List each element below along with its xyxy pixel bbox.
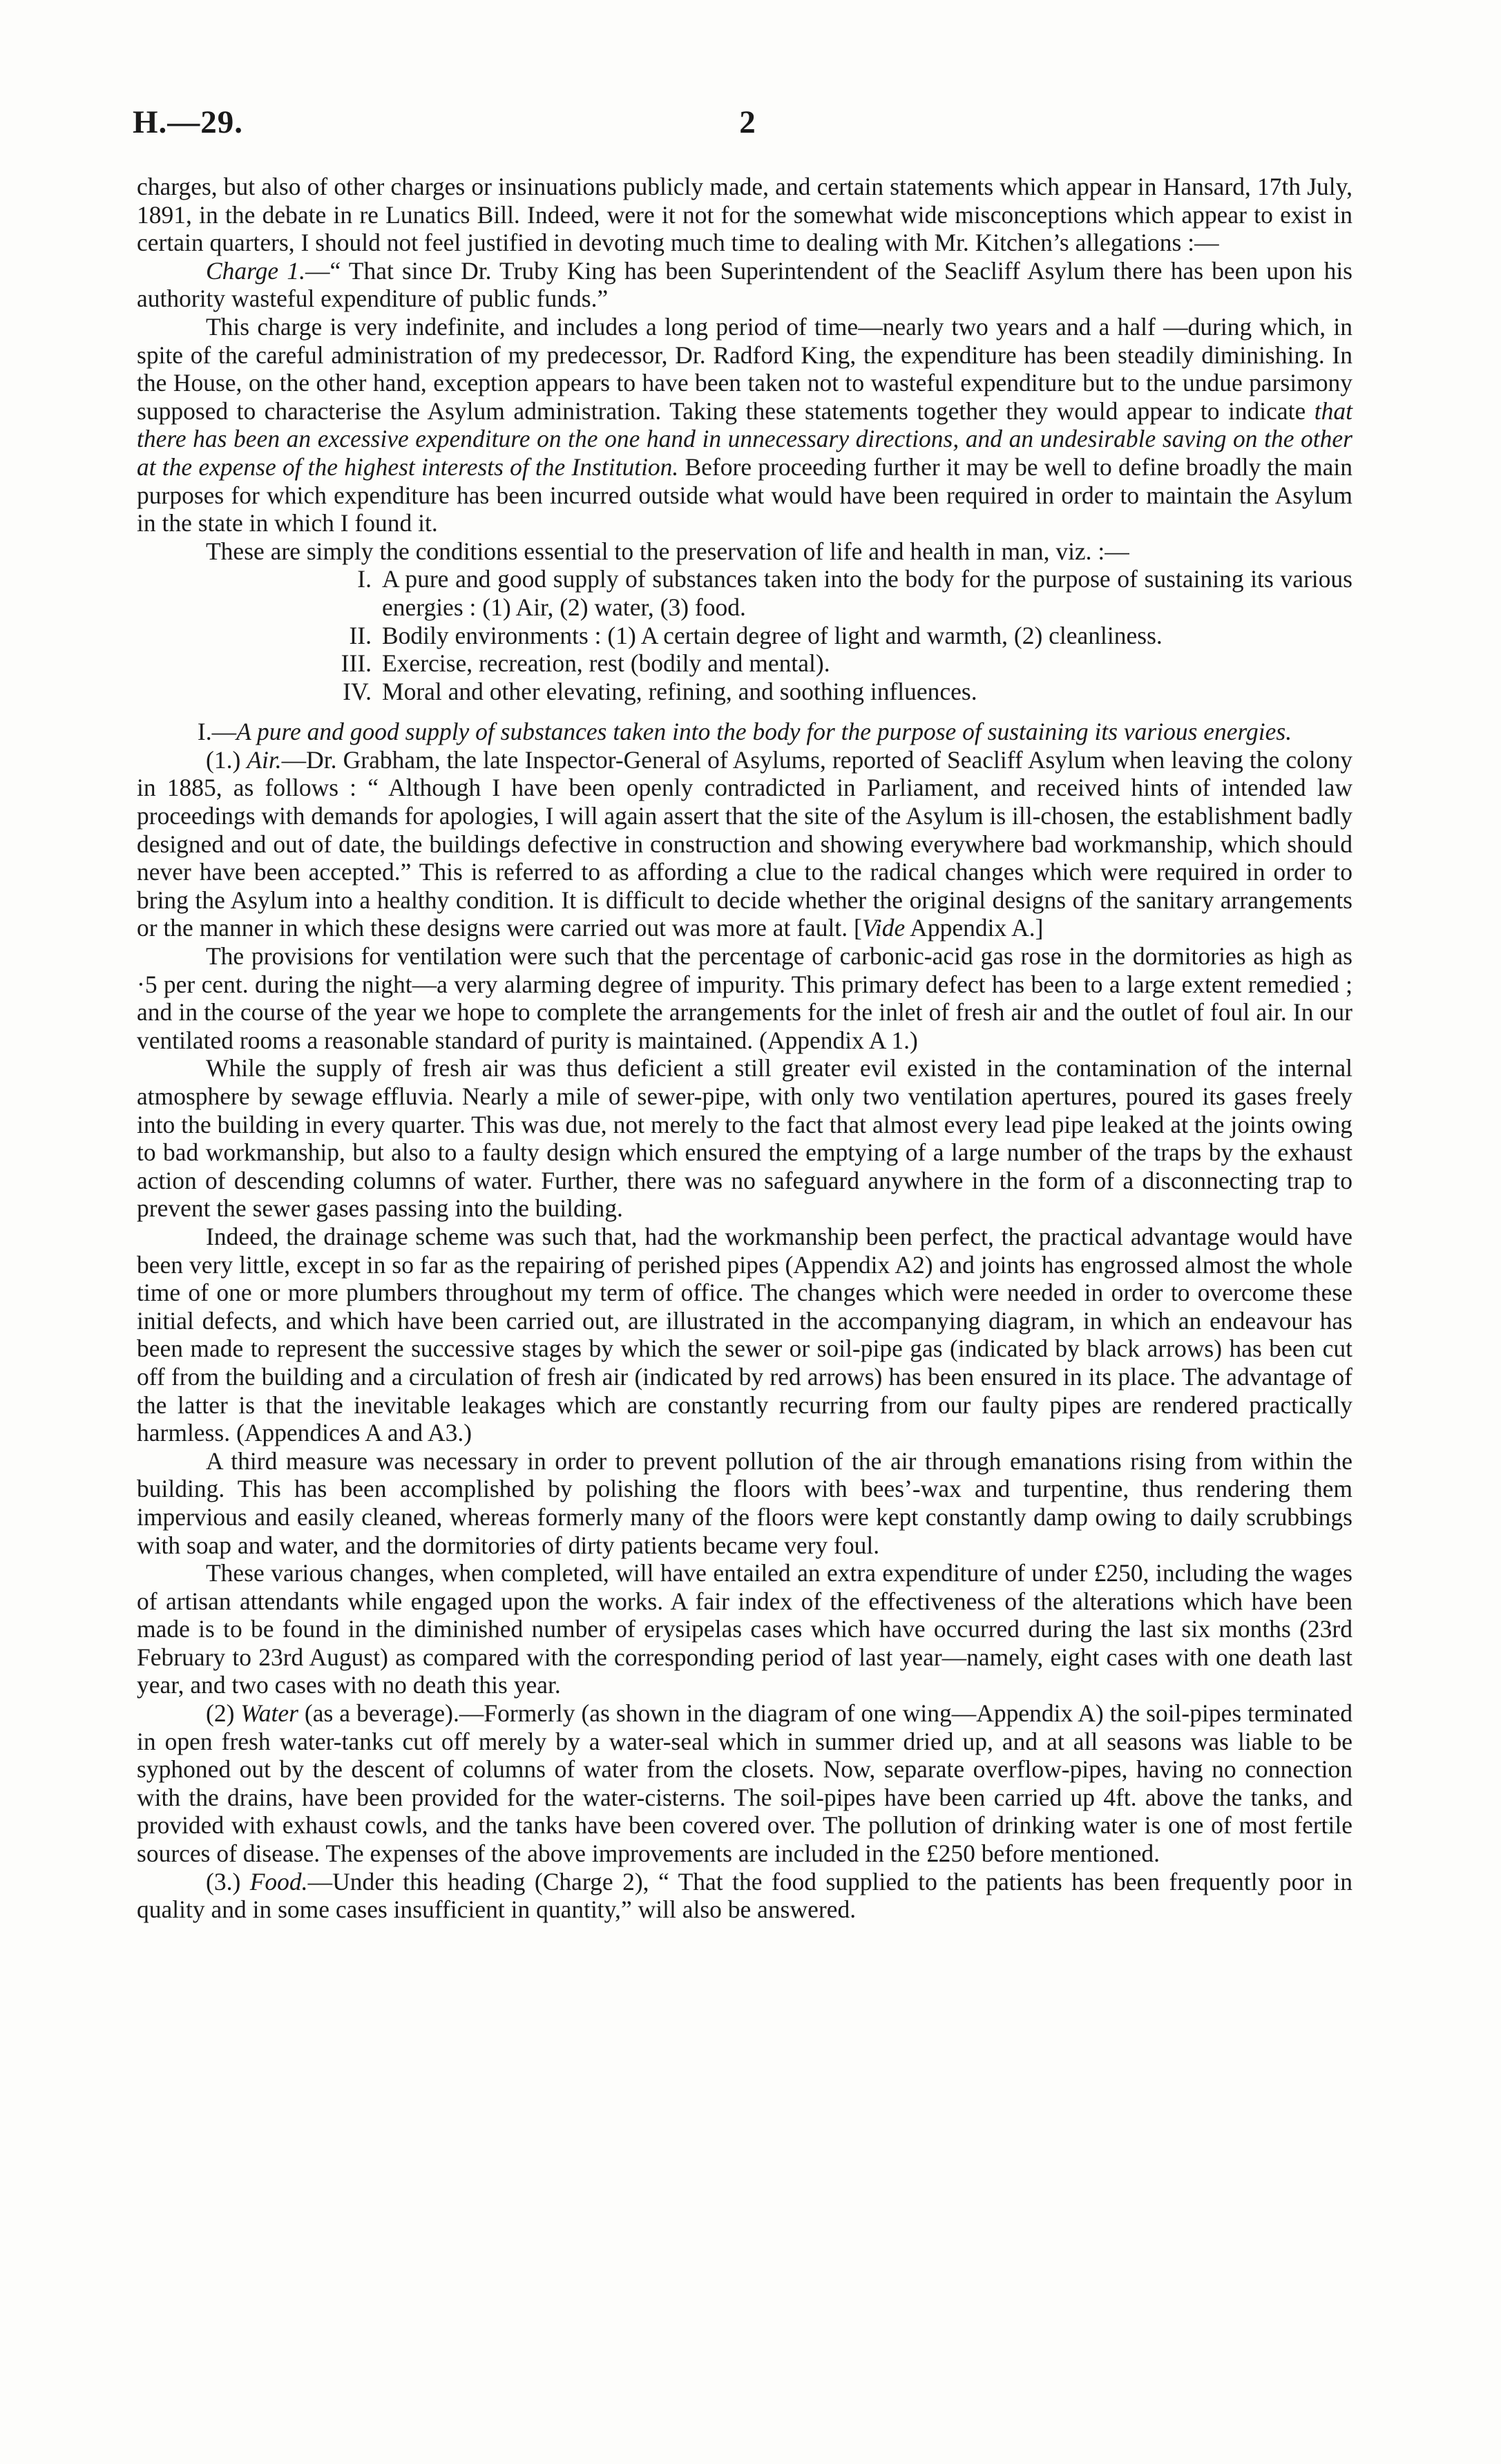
- charge-discussion-a: This charge is very indefinite, and includes a long period of time—nearly two years and a half —during which, in spite of the careful administration of my predecessor, Dr. Radford King, the expenditure has been steadily diminishing. In the House, on the other hand, exception appears to have been taken not to wasteful expenditure but to the undue parsimony supposed to characterise the Asylum administration. Taking these statements together they would appear to indicate: [137, 312, 1352, 425]
- list-item-text: Bodily environments : (1) A certain degree of light and warmth, (2) cleanliness.: [382, 621, 1163, 649]
- paragraph-charge-discussion: [137, 313, 1352, 537]
- charge-1-text: —“ That since Dr. Truby King has been Superintendent of the Seacliff Asylum there has been upon his authority wasteful expenditure of public funds.”: [137, 256, 1353, 313]
- paragraph-ventilation: The provisions for ventilation were such that the percentage of carbonic-acid gas rose in the dormitories as high as ·5 per cent. during the night—a very alarming degree of impurity. This primary defect has been to a large extent remedied ; and in the course of the year we hope to complete the arrangements for the inlet of fresh air and the outlet of foul air. In our ventilated rooms a reasonable standard of purity is maintained. (Appendix A 1.): [137, 942, 1352, 1054]
- charge-discussion-italic: that there has been an excessive expenditure on the one hand in unnecessary directions, and an undesirable saving on the other at the expense of the highest interests of the Institution.: [137, 397, 1352, 481]
- charge-1-label: Charge 1.: [206, 256, 305, 285]
- list-item: [137, 622, 1352, 650]
- paragraph-drainage: Indeed, the drainage scheme was such that, had the workmanship been perfect, the practical advantage would have been very little, except in so far as the repairing of perished pipes (Appendix A2) and joints has engrossed almost the whole time of one or more plumbers throughout my term of office. The changes which were needed in order to overcome these initial defects, and which have been carried out, are illustrated in the accompanying diagram, in which an endeavour has been made to represent the successive stages by which the sewer or soil-pipe gas (indicated by black arrows) has been cut off from the building and a circulation of fresh air (indicated by red arrows) has been ensured in its place. The advantage of the latter is that the inevitable leakages which are constantly recurring from our faulty pipes are rendered practically harmless. (Appendices A and A3.): [137, 1222, 1352, 1447]
- list-item-text: A pure and good supply of substances taken into the body for the purpose of sustaining its various energies : (1) Air, (2) water, (3) food.: [382, 565, 1352, 621]
- list-item-number: IV.: [343, 677, 372, 705]
- body-text: [137, 173, 1352, 1924]
- document-reference: H.—29.: [133, 104, 244, 140]
- list-item-number: II.: [349, 621, 372, 649]
- water-text: (as a beverage).—Formerly (as shown in the diagram of one wing—Appendix A) the soil-pipes terminated in open fresh water-tanks cut off merely by a water-seal which in summer dried up, and at all seasons was liable to be syphoned out by the descent of columns of water from the closets. Now, separate overflow-pipes, having no connection with the drains, have been provided for the water-cisterns. The soil-pipes have been carried up 4ft. above the tanks, and provided with exhaust cowls, and the tanks have been covered over. The pollution of drinking water is one of most fertile sources of disease. The expenses of the above improvements are included in the £250 before mentioned.: [137, 1699, 1352, 1868]
- paragraph-water: [137, 1699, 1352, 1868]
- paragraph-food: [137, 1868, 1352, 1924]
- charge-discussion-b: Before proceeding further it may be well to define broadly the main purposes for which expenditure has been incurred outside what would have been required in order to maintain the Asylum in the state in which I found it.: [137, 452, 1352, 537]
- list-item-number: I.: [357, 565, 372, 593]
- air-text-a: —Dr. Grabham, the late Inspector-General of Asylums, reported of Seacliff Asylum when leaving the colony in 1885, as follows : “ Although I have been openly contradicted in Parliament, and received hints of intended law proceedings with demands for apologies, I will again assert that the site of the Asylum is ill-chosen, the establishment badly designed and out of date, the buildings defective in construction and showing everywhere bad workmanship, which should never have been accepted.” This is referred to as affording a clue to the radical changes which were required in order to bring the Asylum into a healthy condition. It is difficult to decide whether the original designs of the sanitary arrangements or the manner in which these designs were carried out was more at fault. [: [137, 745, 1352, 942]
- air-text-b: Appendix A.]: [905, 914, 1044, 942]
- air-vide: Vide: [861, 914, 906, 942]
- water-title: Water: [240, 1699, 298, 1728]
- paragraph-intro: charges, but also of other charges or insinuations publicly made, and certain statements which appear in Hansard, 17th July, 1891, in the debate in re Lunatics Bill. Indeed, were it not for the somewhat wide misconceptions which appear to exist in certain quarters, I should not feel justified in devoting much time to dealing with Mr. Kitchen’s allegations :—: [137, 173, 1352, 257]
- list-item: [137, 678, 1352, 706]
- list-item-number: III.: [341, 649, 372, 678]
- list-item-text: Exercise, recreation, rest (bodily and mental).: [382, 649, 830, 678]
- paragraph-expenditure: These various changes, when completed, will have entailed an extra expenditure of under £250, including the wages of artisan attendants while engaged upon the works. A fair index of the effectiveness of the alterations which have been made is to be found in the diminished number of erysipelas cases which have occurred during the last six months (23rd February to 23rd August) as compared with the corresponding period of last year—namely, eight cases with one death last year, and two cases with no death this year.: [137, 1559, 1352, 1699]
- paragraph-sewage: While the supply of fresh air was thus deficient a still greater evil existed in the contamination of the internal atmosphere by sewage effluvia. Nearly a mile of sewer-pipe, with only two ventilation apertures, poured its gases freely into the building in every quarter. This was due, not merely to the fact that almost every lead pipe leaked at the joints owing to bad workmanship, but also to a faulty design which ensured the emptying of a large number of the traps by the exhaust action of descending columns of water. Further, there was no safeguard anywhere in the form of a disconnecting trap to prevent the sewer gases passing into the building.: [137, 1054, 1352, 1223]
- section-heading: [137, 718, 1352, 746]
- list-item: [137, 649, 1352, 678]
- paragraph-air: [137, 746, 1352, 942]
- page-header: [133, 104, 1362, 145]
- section-heading-text: A pure and good supply of substances taken into the body for the purpose of sustaining its various energies.: [236, 718, 1292, 746]
- paragraph-conditions-intro: These are simply the conditions essential to the preservation of life and health in man, viz. :—: [206, 537, 1129, 565]
- list-item: [137, 565, 1352, 621]
- paragraph-third-measure: A third measure was necessary in order to prevent pollution of the air through emanations rising from within the building. This has been accomplished by polishing the floors with bees’-wax and turpentine, thus rendering them impervious and easily cleaned, whereas formerly many of the floors were kept constantly damp owing to daily scrubbings with soap and water, and the dormitories of dirty patients became very foul.: [137, 1446, 1352, 1559]
- air-label: (1.): [206, 745, 247, 774]
- conditions-list: [137, 565, 1352, 705]
- water-label: (2): [206, 1699, 241, 1728]
- food-title: Food.: [249, 1867, 308, 1895]
- food-label: (3.): [206, 1867, 250, 1895]
- page-number: 2: [739, 104, 756, 140]
- food-text: —Under this heading (Charge 2), “ That the food supplied to the patients has been frequently poor in quality and in some cases insufficient in quantity,” will also be answered.: [137, 1867, 1352, 1924]
- paragraph-charge-1: [137, 257, 1352, 313]
- section-heading-number: I.—: [197, 718, 237, 746]
- list-item-text: Moral and other elevating, refining, and soothing influences.: [382, 677, 977, 705]
- air-title: Air.: [247, 745, 282, 774]
